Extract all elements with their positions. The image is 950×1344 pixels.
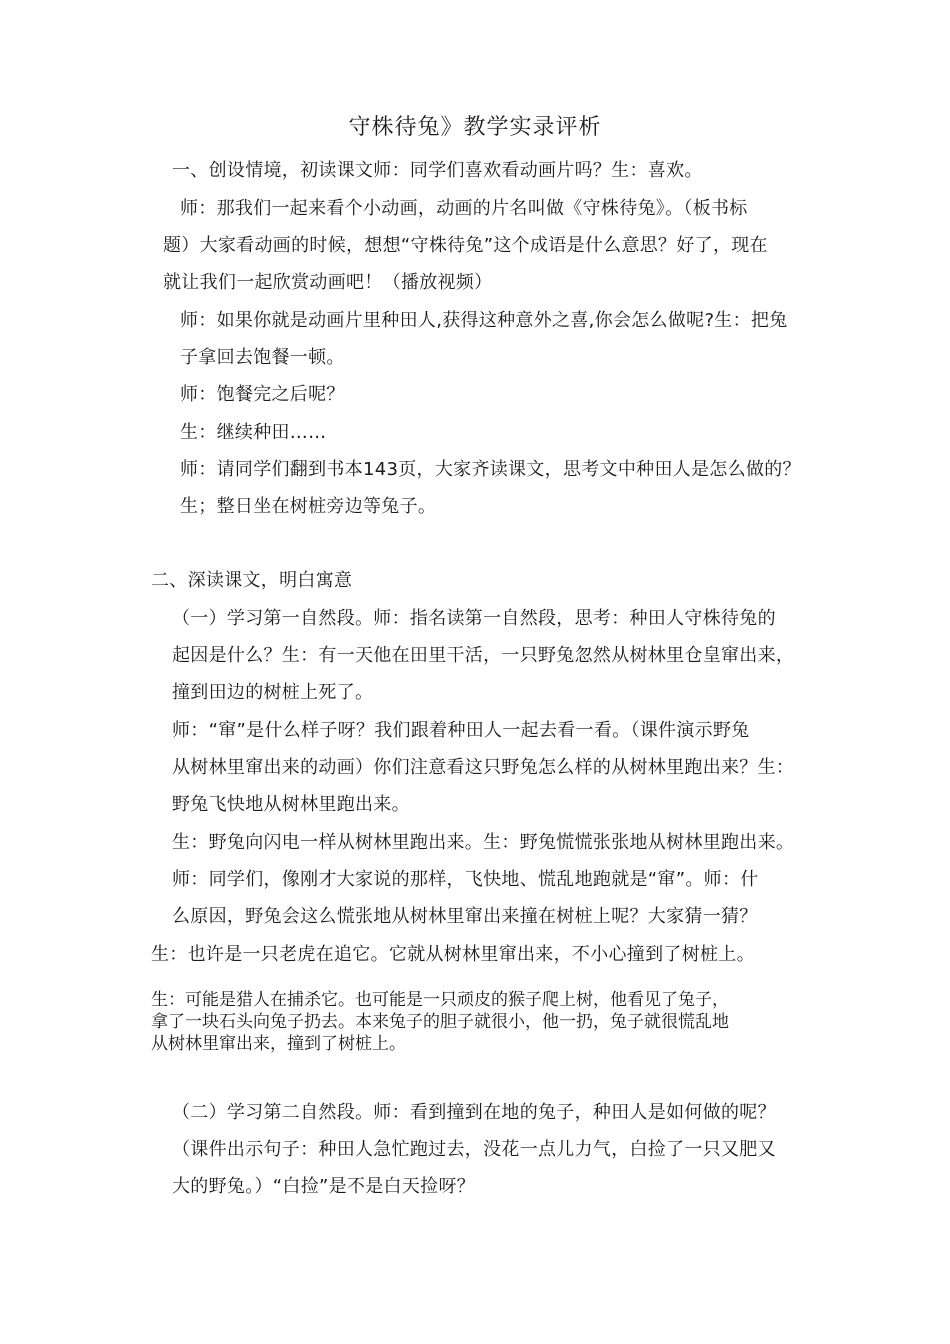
text-line: 师：饱餐完之后呢？	[180, 384, 345, 405]
text-line: 撞到田边的树桩上死了。	[172, 682, 374, 703]
text-line: 从树林里窜出来的动画）你们注意看这只野兔怎么样的从树林里跑出来？生：	[172, 757, 795, 778]
text-line: 大的野兔。）“白捡”是不是白天捡呀？	[172, 1176, 476, 1197]
text-line: 师：那我们一起来看个小动画，动画的片名叫做《守株待兔》。（板书标	[180, 198, 748, 219]
text-line: 从树林里窜出来，撞到了树桩上。	[151, 1034, 406, 1054]
text-line: 野兔飞快地从树林里跑出来。	[172, 794, 410, 815]
section-heading: 二、深读课文，明白寓意	[151, 570, 353, 591]
text-line: （二）学习第二自然段。师：看到撞到在地的兔子，种田人是如何做的呢？	[172, 1102, 776, 1123]
text-line: 子拿回去饱餐一顿。	[180, 347, 345, 368]
text-line: 生：野兔向闪电一样从树林里跑出来。生：野兔慌慌张张地从树林里跑出来。	[172, 832, 795, 853]
text-line: 一、创设情境，初读课文师：同学们喜欢看动画片吗？生：喜欢。	[172, 160, 703, 181]
text-line: （课件出示句子：种田人急忙跑过去，没花一点儿力气，白捡了一只又肥又	[172, 1139, 776, 1160]
text-line: 生：继续种田……	[180, 422, 327, 443]
document-title: 守株待兔》教学实录评析	[348, 115, 602, 140]
text-line: 师：请同学们翻到书本143页，大家齐读课文，思考文中种田人是怎么做的？	[180, 459, 801, 480]
text-line: 生：可能是猎人在捕杀它。也可能是一只顽皮的猴子爬上树，他看见了兔子，	[151, 990, 729, 1010]
text-line: 就让我们一起欣赏动画吧！（播放视频）	[163, 272, 493, 293]
text-line: 师：如果你就是动画片里种田人,获得这种意外之喜,你会怎么做呢?生：把兔	[180, 310, 788, 331]
text-line: 师：“窜”是什么样子呀？我们跟着种田人一起去看一看。（课件演示野兔	[172, 720, 750, 741]
text-line: （一）学习第一自然段。师：指名读第一自然段，思考：种田人守株待兔的	[172, 608, 776, 629]
text-line: 生：也许是一只老虎在追它。它就从树林里窜出来，不小心撞到了树桩上。	[151, 944, 755, 965]
text-line: 起因是什么？生：有一天他在田里干活，一只野兔忽然从树林里仓皇窜出来，	[172, 645, 795, 666]
text-line: 么原因，野兔会这么慌张地从树林里窜出来撞在树桩上呢？大家猜一猜？	[172, 906, 758, 927]
text-line: 题）大家看动画的时候，想想“守株待兔”这个成语是什么意思？好了，现在	[163, 235, 768, 256]
text-line: 师：同学们，像刚才大家说的那样，飞快地、慌乱地跑就是“窜”。师：什	[172, 869, 759, 890]
text-line: 拿了一块石头向兔子扔去。本来兔子的胆子就很小，他一扔，兔子就很慌乱地	[151, 1012, 729, 1032]
text-line: 生；整日坐在树桩旁边等兔子。	[180, 496, 437, 517]
